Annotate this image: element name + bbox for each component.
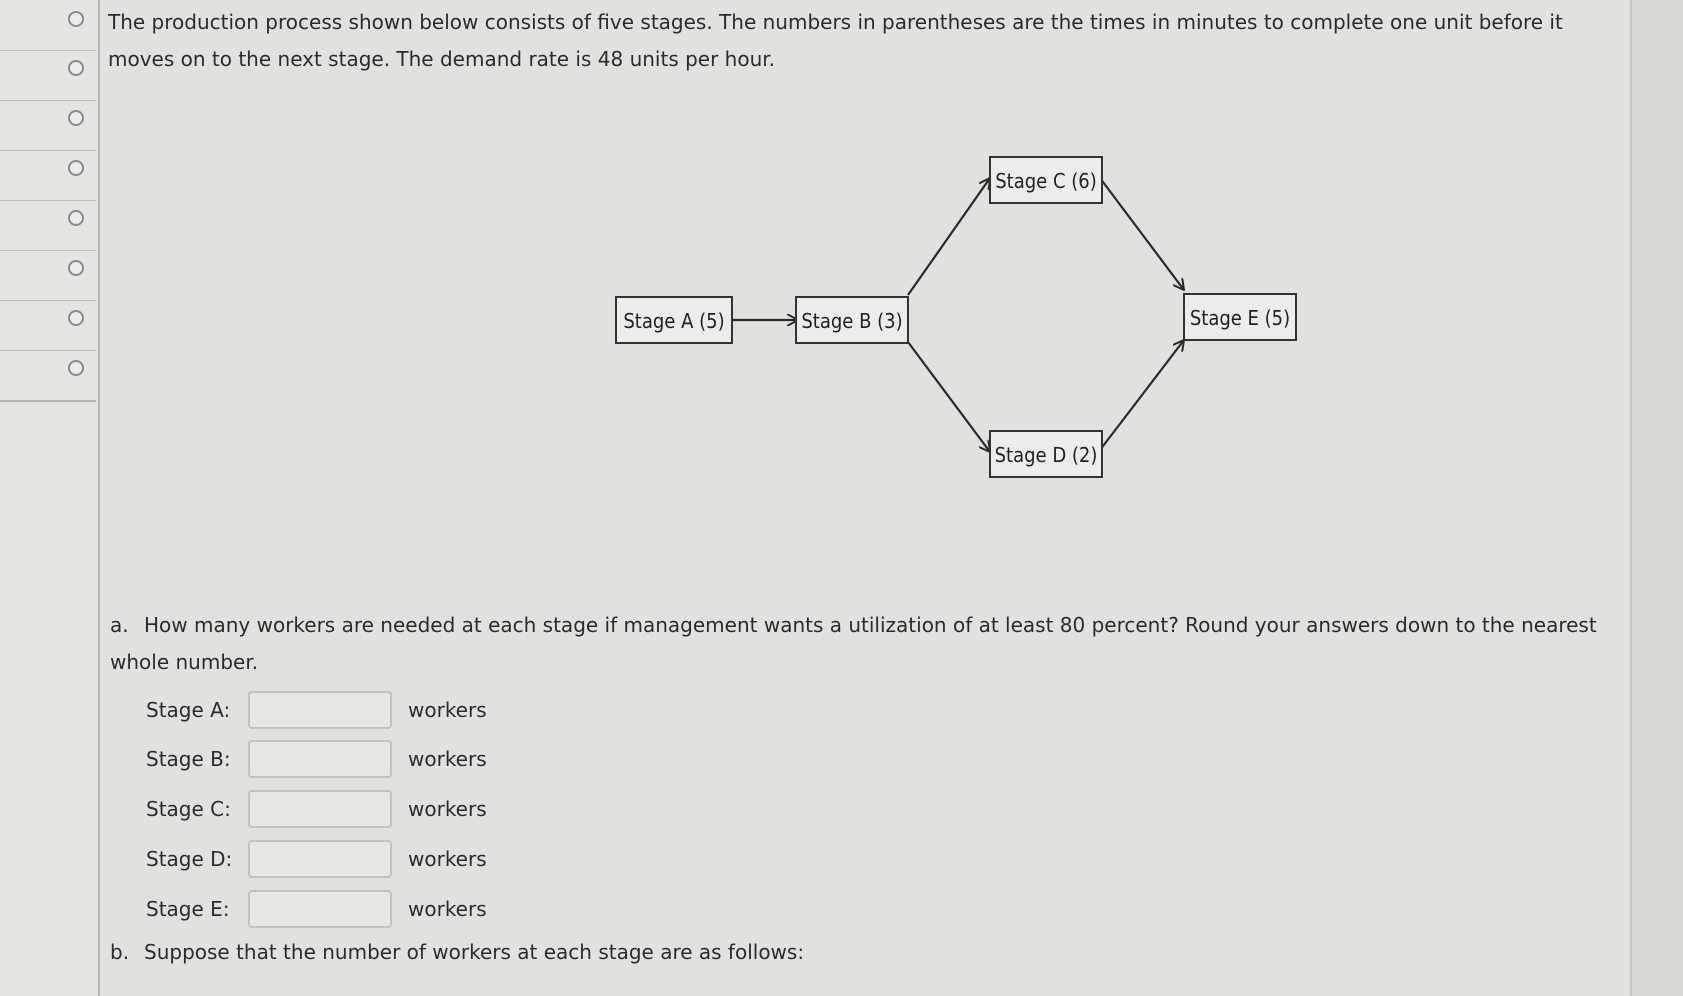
question-b-marker: b. — [110, 940, 130, 964]
question-b-text — [110, 940, 804, 964]
stage-c-label: Stage C (6) — [995, 169, 1097, 193]
edge-b-d — [908, 342, 990, 452]
edge-c-e — [1100, 178, 1184, 290]
answer-label-stage-a: Stage A: — [146, 698, 231, 722]
stage-d-node — [990, 431, 1102, 477]
answer-label-stage-b: Stage B: — [146, 747, 231, 771]
answer-unit-stage-e: workers — [408, 897, 487, 921]
stage-e-label: Stage E (5) — [1189, 306, 1291, 330]
rail-row — [0, 350, 96, 402]
answer-input-stage-e[interactable] — [248, 890, 392, 928]
rail-row — [0, 200, 96, 251]
question-b-prompt: Suppose that the number of workers at each stage are as follows: — [144, 940, 805, 964]
radio-icon[interactable] — [68, 60, 84, 76]
question-a-marker: a. — [110, 613, 129, 637]
rail-row — [0, 100, 96, 151]
radio-icon[interactable] — [68, 110, 84, 126]
process-flow-diagram — [500, 130, 1320, 510]
answer-input-stage-b[interactable] — [248, 740, 392, 778]
answer-row-stage-a — [146, 690, 487, 730]
stage-a-node — [616, 297, 732, 343]
stage-b-label: Stage B (3) — [801, 309, 903, 333]
answer-input-stage-d[interactable] — [248, 840, 392, 878]
radio-icon[interactable] — [68, 11, 84, 27]
stage-e-node — [1184, 294, 1296, 340]
answer-unit-stage-a: workers — [408, 698, 487, 722]
answer-row-stage-d — [146, 839, 487, 879]
answer-unit-stage-c: workers — [408, 797, 487, 821]
radio-icon[interactable] — [68, 160, 84, 176]
stage-b-node — [796, 297, 908, 343]
question-content — [100, 0, 1630, 996]
radio-icon[interactable] — [68, 210, 84, 226]
edge-b-c — [908, 178, 990, 295]
radio-icon[interactable] — [68, 310, 84, 326]
answer-row-stage-b — [146, 739, 487, 779]
question-a-text — [110, 607, 1610, 681]
rail-row — [0, 250, 96, 301]
right-scroll-edge — [1630, 0, 1683, 996]
left-option-rail — [0, 0, 100, 996]
stage-c-node — [990, 157, 1102, 203]
answer-row-stage-e — [146, 889, 487, 929]
radio-icon[interactable] — [68, 260, 84, 276]
question-a-prompt: How many workers are needed at each stage if management wants a utilization of at least 80 percent? Round your answers down to the nearest whole number. — [110, 613, 1597, 674]
rail-row — [0, 0, 96, 51]
rail-row — [0, 300, 96, 351]
answer-row-stage-c — [146, 789, 487, 829]
answer-input-stage-c[interactable] — [248, 790, 392, 828]
answer-label-stage-d: Stage D: — [146, 847, 233, 871]
rail-row — [0, 50, 96, 101]
edge-d-e — [1100, 340, 1184, 450]
stage-d-label: Stage D (2) — [994, 443, 1098, 467]
answer-unit-stage-b: workers — [408, 747, 487, 771]
answer-input-stage-a[interactable] — [248, 691, 392, 729]
answer-label-stage-c: Stage C: — [146, 797, 231, 821]
radio-icon[interactable] — [68, 360, 84, 376]
problem-intro: The production process shown below consists of five stages. The numbers in parentheses are the times in minutes to complete one unit before it moves on to the next stage. The demand rate is 48 units per hour. — [108, 10, 1563, 71]
answer-unit-stage-d: workers — [408, 847, 487, 871]
answer-label-stage-e: Stage E: — [146, 897, 230, 921]
stage-a-label: Stage A (5) — [623, 309, 725, 333]
rail-row — [0, 150, 96, 201]
